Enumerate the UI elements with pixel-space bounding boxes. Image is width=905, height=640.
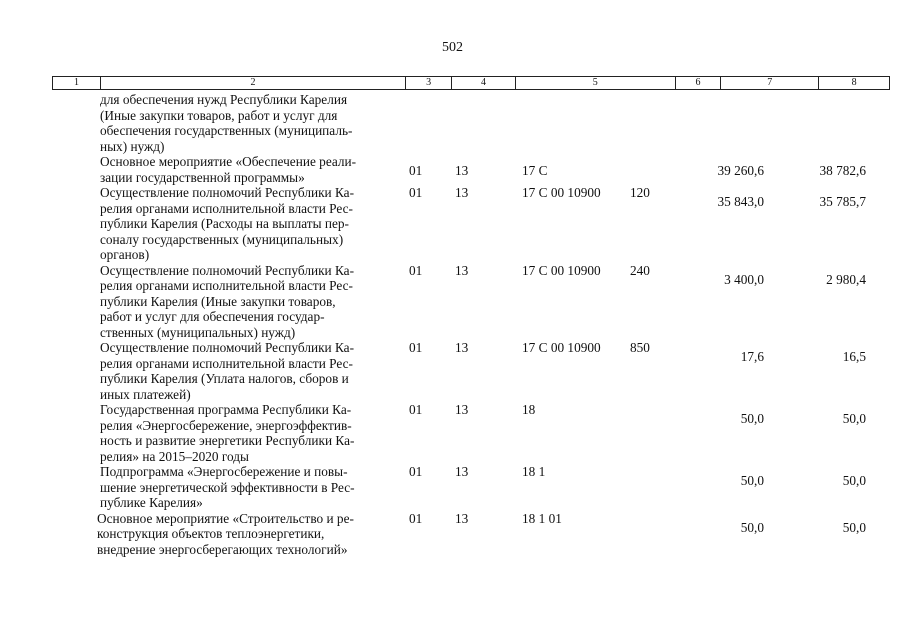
- row-description: Подпрограмма «Энергосбережение и повы- шение энергетической эффективности в Рес- публике Карелия»: [100, 464, 355, 510]
- section-code: 01: [409, 510, 423, 526]
- amount-col7: 35 843,0: [717, 194, 764, 209]
- amount-col8: 50,0: [842, 411, 866, 426]
- subsection-code: 13: [455, 402, 469, 417]
- row-description: Основное мероприятие «Строительство и ре- конструкция объектов теплоэнергетики, внедрение энергосберегающих технологий»: [97, 510, 354, 557]
- column-header-1: 1: [53, 77, 101, 89]
- subsection-code: 13: [455, 464, 469, 479]
- section-code: 01: [409, 340, 423, 355]
- table-row: [0, 263, 905, 341]
- row-description: Осуществление полномочий Республики Ка- релия органами исполнительной власти Рес- публики Карелия (Уплата налогов, сборов и иных платежей): [100, 340, 355, 402]
- row-description: Основное мероприятие «Обеспечение реали- зации государственной программы»: [100, 154, 357, 185]
- column-header-8: 8: [851, 77, 857, 88]
- section-code: 01: [409, 402, 423, 417]
- amount-col7: 17,6: [740, 349, 764, 364]
- amount-col8: 16,5: [842, 349, 866, 364]
- column-header-2: 2: [101, 77, 406, 89]
- column-header-row: [52, 76, 890, 90]
- row-description: для обеспечения нужд Республики Карелия (Иные закупки товаров, работ и услуг для обеспечения государственных (муниципаль- ных) нужд): [100, 92, 353, 154]
- table-row: [0, 464, 905, 511]
- expense-type-code: 850: [630, 340, 650, 355]
- row-description: Осуществление полномочий Республики Ка- релия органами исполнительной власти Рес- публики Карелия (Расходы на выплаты пер- соналу государственных (муниципальных) органов): [100, 185, 355, 262]
- target-article-code: 17 С 00 10900: [522, 185, 601, 200]
- section-code: 01: [409, 464, 423, 479]
- target-article-code: 18: [522, 402, 536, 417]
- table-row: [0, 92, 905, 154]
- section-code: 01: [409, 185, 423, 200]
- column-header-5: 5: [516, 77, 676, 89]
- expense-type-code: 240: [630, 262, 650, 278]
- target-article-code: 17 С 00 10900: [522, 262, 601, 278]
- amount-col7: 50,0: [740, 519, 764, 535]
- subsection-code: 13: [455, 262, 469, 278]
- subsection-code: 13: [455, 340, 469, 355]
- subsection-code: 13: [455, 185, 469, 200]
- section-code: 01: [409, 262, 423, 278]
- amount-col8: 50,0: [842, 519, 866, 535]
- target-article-code: 18 1: [522, 464, 546, 479]
- subsection-code: 13: [455, 163, 469, 178]
- table-row: [0, 340, 905, 402]
- amount-col7: 50,0: [740, 473, 764, 488]
- target-article-code: 18 1 01: [522, 510, 562, 526]
- column-header-7: 7: [721, 77, 819, 89]
- amount-col7: 39 260,6: [717, 163, 764, 178]
- amount-col8: 35 785,7: [819, 194, 866, 209]
- amount-col8: 2 980,4: [826, 271, 866, 287]
- table-row: [0, 402, 905, 464]
- column-header-4: 4: [452, 77, 516, 89]
- amount-col7: 3 400,0: [724, 271, 764, 287]
- column-header-3: 3: [406, 77, 452, 89]
- budget-table: [0, 92, 905, 557]
- row-description: Государственная программа Республики Ка- релия «Энергосбережение, энергоэффектив- ность и развитие энергетики Республики Ка- релия» на 2015–2020 годы: [100, 402, 355, 464]
- row-description: Осуществление полномочий Республики Ка- релия органами исполнительной власти Рес- публики Карелия (Иные закупки товаров, работ и услуг для обеспечения государ- ственных (муниципальных) нужд): [100, 262, 355, 340]
- target-article-code: 17 С 00 10900: [522, 340, 601, 355]
- amount-col8: 38 782,6: [819, 163, 866, 178]
- table-row: [0, 511, 905, 558]
- section-code: 01: [409, 163, 423, 178]
- table-row: [0, 185, 905, 263]
- target-article-code: 17 С: [522, 163, 548, 178]
- page-number: 502: [442, 40, 463, 55]
- expense-type-code: 120: [630, 185, 650, 200]
- amount-col8: 50,0: [842, 473, 866, 488]
- column-header-6: 6: [676, 77, 722, 89]
- amount-col7: 50,0: [740, 411, 764, 426]
- table-row: [0, 154, 905, 185]
- subsection-code: 13: [455, 510, 469, 526]
